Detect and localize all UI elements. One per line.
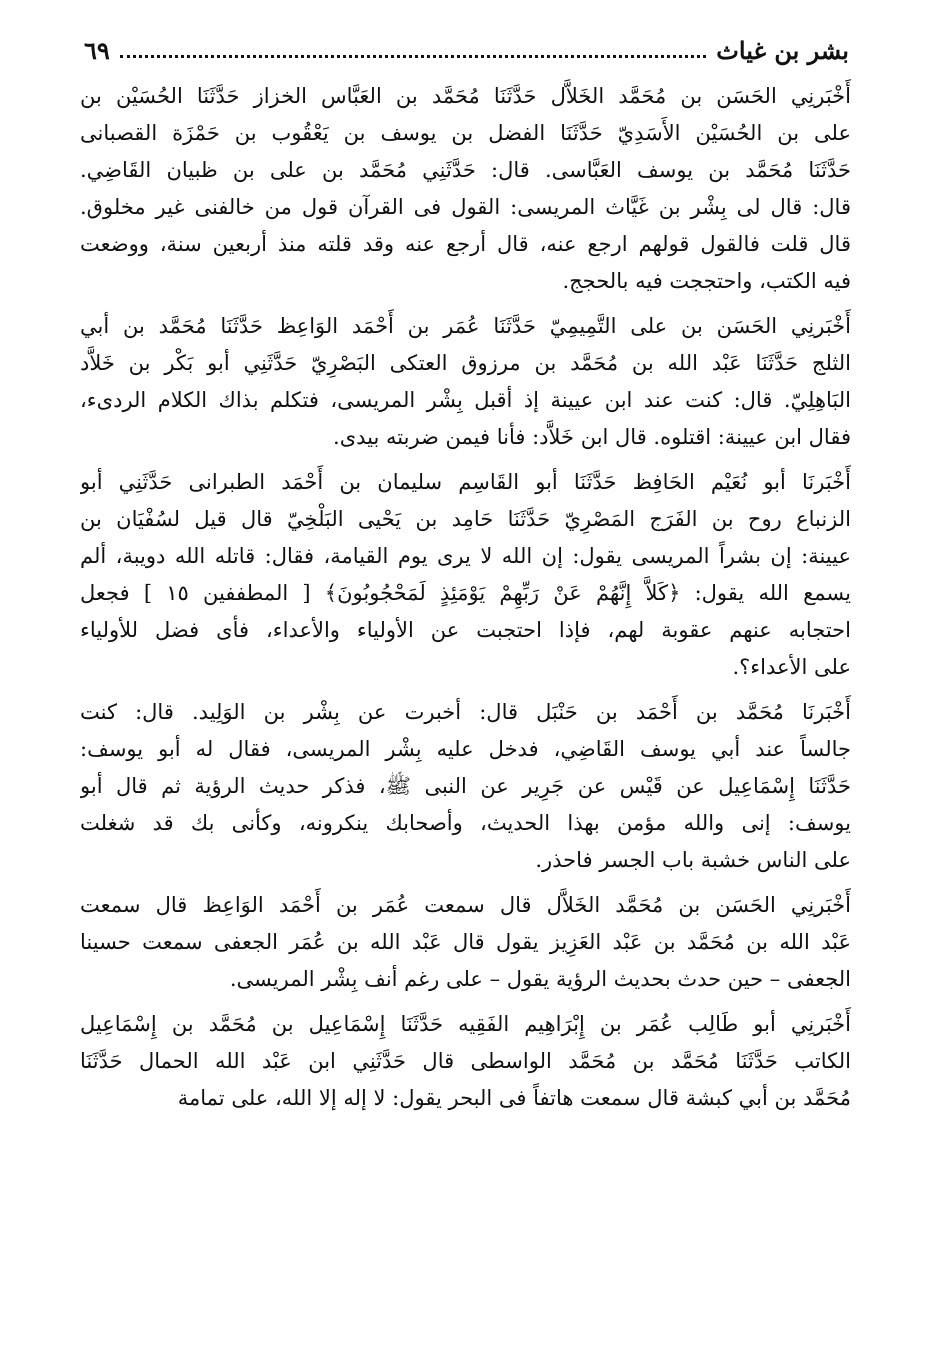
text-line: فيه الكتب، واحتججت فيه بالحجج. [562, 269, 851, 293]
text-line: قال: قال لى بِشْر بن غَيَّاث المريسى: القول فى القرآن قول من خالفنى غير مخلوق. [80, 195, 851, 219]
text-line: يوسف: إنى والله مؤمن بهذا الحديث، وأصحابك ينكرونه، وكأنى بك قد شغلت [80, 811, 851, 835]
paragraph [80, 694, 851, 879]
paragraph [80, 308, 851, 456]
paragraph [80, 1006, 851, 1117]
paragraph [80, 78, 851, 300]
text-line: احتجابه عنهم عقوبة لهم، فإذا احتجبت عن الأولياء والأعداء، فأى فضل للأولياء [80, 618, 851, 642]
dotted-leader [120, 54, 707, 58]
text-line: عيينة: إن بشراً المريسى يقول: إن الله لا يرى يوم القيامة، فقال: قاتله الله دويبة، ألم [80, 544, 851, 568]
paragraph [80, 887, 851, 998]
text-line: أَخْبَرنَا أبو نُعَيْم الحَافِظ حَدَّثَنَا أبو القَاسِم سليمان بن أَحْمَد الطبرانى حَدَّثَنِي أبو [80, 470, 851, 494]
page-header [84, 30, 849, 70]
text-line: أَخْبَرنَا مُحَمَّد بن أَحْمَد بن حَنْبَل قال: أخبرت عن بِشْر بن الوَلِيد. قال: كنت [80, 700, 851, 724]
text-line: فقال ابن عيينة: اقتلوه. قال ابن خَلاَّد: فأنا فيمن ضربته بيدى. [333, 425, 851, 449]
text-line: حَدَّثَنَا مُحَمَّد بن يوسف العَبَّاسى. قال: حَدَّثَنِي مُحَمَّد بن على بن ظبيان القَاضِي. [80, 158, 851, 182]
text-line: يسمع الله يقول: ﴿كَلاَّ إِنَّهُمْ عَنْ رَبِّهِمْ يَوْمَئِذٍ لَمَحْجُوبُونَ﴾ [ المطففين ١٥ ] فجعل [80, 581, 851, 605]
page-number: ٦٩ [84, 35, 110, 65]
text-line: على بن الحُسَيْن الأَسَدِيّ حَدَّثَنَا الفضل بن يوسف بن يَعْقُوب بن حَمْزَة القصبانى [80, 121, 851, 145]
text-line: الجعفى – حين حدث بحديث الرؤية يقول – على رغم أنف بِشْر المريسى. [229, 967, 851, 991]
text-line: البَاهِلِيّ. قال: كنت عند ابن عيينة إذ أقبل بِشْر المريسى، فتكلم بذاك الكلام الردىء، [80, 388, 851, 412]
text-line: أَخْبَرنِي أبو طَالِب عُمَر بن إِبْرَاهِيم الفَقِيه حَدَّثَنَا إِسْمَاعِيل بن مُحَمَّد بن إِسْمَاعِيل [80, 1012, 851, 1036]
text-line: أَخْبَرنِي الحَسَن بن على التَّمِيمِيّ حَدَّثَنَا عُمَر بن أَحْمَد الوَاعِظ حَدَّثَنَا مُحَمَّد بن أبي [80, 314, 851, 338]
text-line: الثلج حَدَّثَنَا عَبْد الله بن مُحَمَّد بن مرزوق العتكى البَصْرِيّ حَدَّثَنِي أبو بَكْر بن خَلاَّد [80, 351, 851, 375]
text-line: قال قلت فالقول قولهم ارجع عنه، قال أرجع عنه وقد قلته منذ أربعين سنة، ووضعت [80, 232, 851, 256]
paragraph [80, 464, 851, 686]
text-line: جالساً عند أبي يوسف القَاضِي، فدخل عليه بِشْر المريسى، فقال له أبو يوسف: [80, 737, 851, 761]
text-line: أَخْبَرنِي الحَسَن بن مُحَمَّد الخَلاَّل قال سمعت عُمَر بن أَحْمَد الوَاعِظ قال سمعت [80, 893, 851, 917]
running-title: بشر بن غياث [716, 35, 849, 65]
text-line: الزنباع روح بن الفَرَج المَصْرِيّ حَدَّثَنَا حَامِد بن يَحْيى البَلْخِيّ قال قيل لسُفْيَان بن [80, 507, 851, 531]
page-body [80, 78, 851, 1125]
text-line: الكاتب حَدَّثَنَا مُحَمَّد بن مُحَمَّد الواسطى قال حَدَّثَنِي ابن عَبْد الله الحمال حَدَّثَنَا [80, 1049, 851, 1073]
text-line: حَدَّثَنَا إِسْمَاعِيل عن قَيْس عن جَرِير عن النبى ﷺ، فذكر حديث الرؤية ثم قال أبو [80, 774, 851, 798]
text-line: على الناس خشبة باب الجسر فاحذر. [535, 848, 851, 872]
text-line: مُحَمَّد بن أبي كبشة قال سمعت هاتفاً فى البحر يقول: لا إله إلا الله، على تمامة [177, 1086, 851, 1110]
text-line: على الأعداء؟. [732, 655, 851, 679]
text-line: عَبْد الله بن مُحَمَّد بن عَبْد العَزِيز يقول قال عَبْد الله بن عُمَر الجعفى سمعت حسينا [80, 930, 851, 954]
text-line: أَخْبَرنِي الحَسَن بن مُحَمَّد الخَلاَّل حَدَّثَنَا مُحَمَّد بن العَبَّاس الخزاز حَدَّثَنَا الحُسَيْن بن [80, 84, 851, 108]
